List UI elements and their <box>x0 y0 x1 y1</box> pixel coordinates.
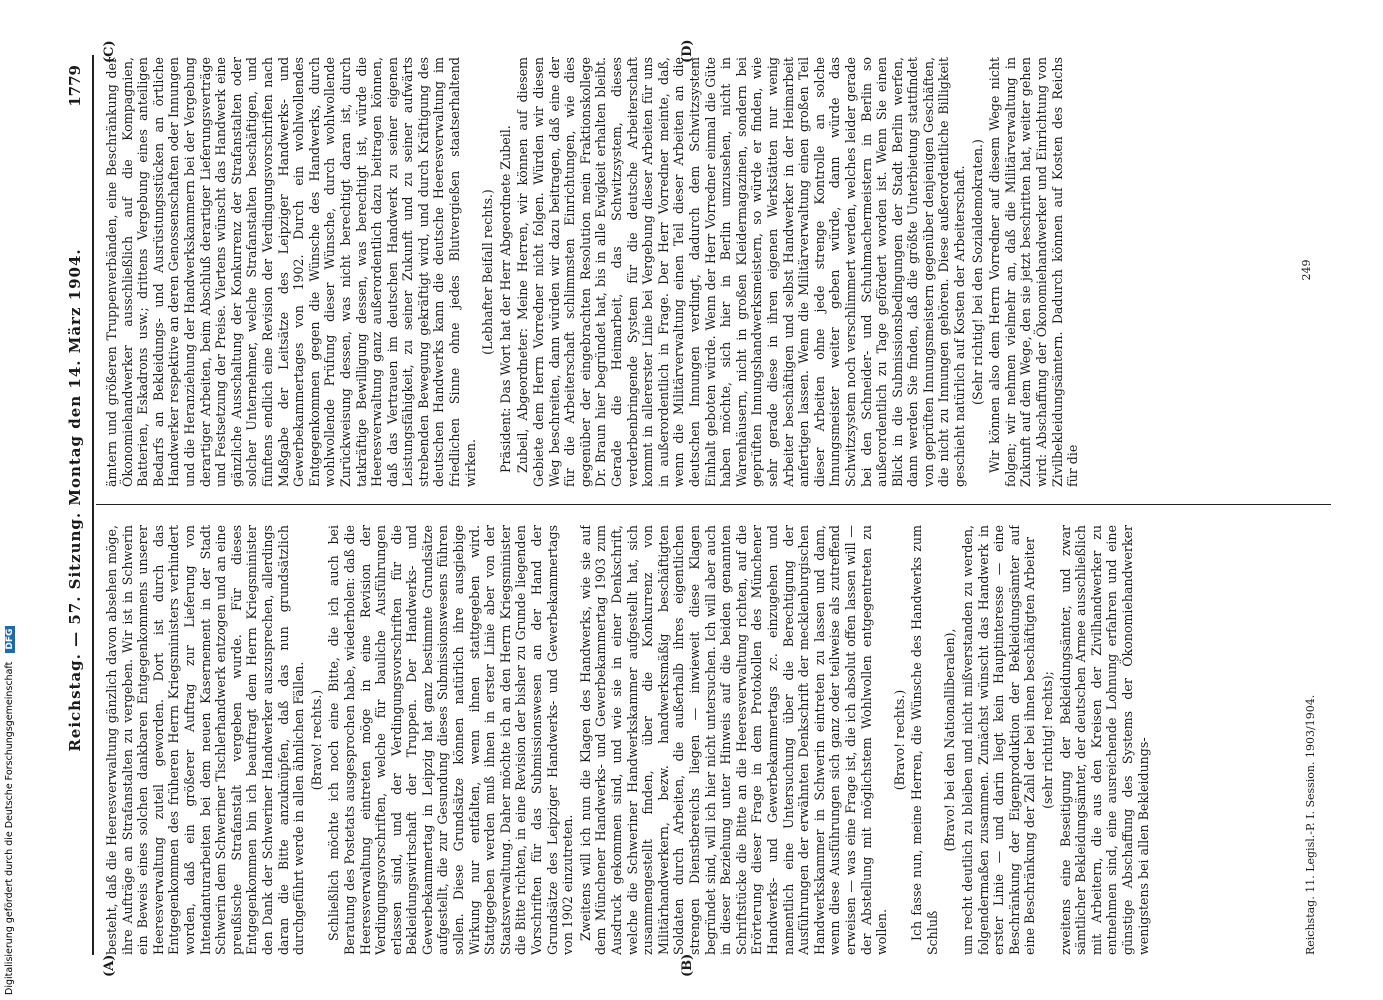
paragraph: ämtern und größeren Truppenverbänden, eine Beschränkung der Ökonomiehandwerker ausschließlich auf die Kompagnien, Batterien, Eskadrons usw.; drittens Vergebung eines anteiligen Bedarfs an Bekleidungs- und Ausrüstungsstücken an örtliche Handwerker respektive an deren Genossenschaften oder Innungen und die Heranziehung der Handwerkskammern bei der Vergebung derartiger Arbeiten, beim Abschluß derartiger Lieferungsverträge und Festsetzung der Preise. Viertens wünscht das Handwerk eine gänzliche Ausschaltung der Konkurrenz der Strafanstalten oder solcher Unternehmer, welche Strafanstalten beschäftigen, und fünftens endlich eine Revision der Verdingungsvorschriften nach Maßgabe der Leitsätze des Leipziger Handwerks- und Gewerbekammertages von 1902. Durch ein wohlwollendes Entgegenkommen gegen die Wünsche des Handwerks, durch wohlwollende Prüfung dieser Wünsche, durch wohlwollende Zurückweisung dessen, was nicht berechtigt daran ist, durch tatkräftige Bewilligung dessen, was berechtigt ist, würde die Heeresverwaltung ganz außerordentlich dazu beitragen können, daß das Vertrauen im deutschen Handwerk zu seiner eigenen Leistungsfähigkeit, zu seiner Zukunft und zu seiner aufwärts strebenden Bewegung gekräftigt wird, und durch Kräftigung des deutschen Handwerks kann die deutsche Heeresverwaltung im friedlichen Sinne ohne jedes Blutvergießen staatserhaltend wirken. <box>104 57 478 487</box>
footer-session: Reichstag. 11. Legisl.-P. I. Session. 1903/1904. <box>1304 694 1317 955</box>
credit-text: Digitalisierung gefördert durch die Deutsche Forschungsgemeinschaft <box>4 661 15 995</box>
digitization-credit <box>4 626 15 995</box>
interjection: (sehr richtig! rechts); <box>1040 671 1056 809</box>
right-column <box>104 57 1294 487</box>
paragraph: um recht deutlich zu bleiben und nicht mißverstanden zu werden, folgendermaßen zusammen. Zunächst wünscht das Handwerk in erster Linie — und darin liegt kein Hauptinteresse — eine Beschränkung der Eigenproduktion der Bekleidungsämter auf eine Beschränkung der Zahl der bei ihnen beschäftigten Arbeiter <box>960 525 1038 955</box>
column-divider <box>96 504 1331 505</box>
left-column <box>104 525 1294 955</box>
margin-mark-d: (D) <box>680 39 695 63</box>
paragraph: Zweitens will ich nun die Klagen des Handwerks, wie sie auf dem Münchener Handwerks- und Gewerbekammertag 1903 zum Ausdruck gekommen sind, und wie sie in einer Denkschrift, welche die Schweriner Handwerkskammer aufgestellt hat, sich zusammengestellt finden, über die Konkurrenz von Militärhandwerkern, bezw. handwerksmäßig beschäftigten Soldaten durch Arbeiten, die außerhalb ihres eigentlichen strengen Dienstbereichs liegen — inwieweit diese Klagen begründet sind, will ich hier nicht untersuchen. Ich will aber auch in dieser Beziehung unter Hinweis auf die beiden genannten Schriftstücke die Bitte an die Heeresverwaltung richten, auf die Erörterung dieser Frage in dem Protokollen des Münchener Handwerks- und Gewerbekammertags zc. einzugehen und namentlich eine Untersuchung über die Berechtigung der Ausführungen der erwähnten Denkschrift der mecklenburgischen Handwerkskammer in Schwerin eintreten zu lassen und dann, wenn diese Ausführungen sich ganz oder teilweise als zutreffend erweisen — was eine Frage ist, die ich absolut offen lassen will — der Abstellung mit möglichstem Wohlwollen entgegentreten zu wollen. <box>577 525 890 955</box>
header-title: Reichstag. — 57. Sitzung. Montag den 14. März 1904. <box>66 248 84 752</box>
interjection: (Sehr richtig! bei den Sozialdemokraten.) <box>969 139 985 405</box>
page-number: 1779 <box>66 65 84 107</box>
speaker-paragraph: Präsident: Das Wort hat der Herr Abgeordnete Zubeil. <box>497 125 513 473</box>
rotated-page <box>60 35 1350 975</box>
paragraph: Schließlich möchte ich noch eine Bitte, die ich auch bei Beratung des Postetats ausgesprochen habe, wiederholen: daß die Heeresverwaltung eintreten möge in eine Revision der Verdingungsvorschriften, welche für bauliche Ausführungen erlassen sind, und der Verdingungsvorschriften für die Bekleidungswirtschaft der Truppen. Der Handwerks- und Gewerbekammertag in Leipzig hat ganz bestimmte Grundsätze aufgestellt, die zur Gesundung dieses Submissionswesens führen sollen. Diese Grundsätze können natürlich ihre ausgiebige Wirkung nur entfalten, wenn ihnen stattgegeben wird. Stattgegeben werden muß ihnen in erster Linie aber von der Staatsverwaltung. Daher möchte ich an den Herrn Kriegsminister die Bitte richten, in eine Revision der bisher zu Grunde liegenden Vorschriften für das Submissionswesen an der Hand der Grundsätze des Leipziger Handwerks- und Gewerbekammertags von 1902 einzutreten. <box>326 525 576 955</box>
paragraph: Ich fasse nun, meine Herren, die Wünsche des Handwerks zum Schluß <box>909 525 940 955</box>
header-rule <box>92 55 94 955</box>
interjection: (Lebhafter Beifall rechts.) <box>480 189 496 355</box>
margin-mark-a: (A) <box>102 954 117 977</box>
signature-number: 249 <box>1300 259 1313 281</box>
interjection: (Bravo! bei den Nationalliberalen), <box>942 628 958 852</box>
paragraph: Wir können also dem Herrn Vorredner auf diesem Wege nicht folgen; wir nehmen vielmehr an, daß die Militärverwaltung in Zukunft auf dem Wege, den sie jetzt beschritten hat, weiter gehen wird: Abschaffung der Ökonomiehandwerker und Einrichtung von Zivilbekleidungsämtern. Dadurch können auf Kosten des Reichs für die <box>987 57 1081 487</box>
interjection: (Bravo! rechts.) <box>308 689 324 791</box>
paragraph: zweitens eine Beseitigung der Bekleidungsämter, und zwar sämtlicher Bekleidungsämter, der deutschen Armee ausschließlich mit Arbeitern, die aus den Kreisen der Zivilhandwerker zu entnehmen sind, eine ausreichende Lohnung erfahren und eine günstige Abschaffung des Systems der Ökonomiehandwerker wenigstens bei allen Bekleidungs- <box>1057 525 1151 955</box>
speaker-paragraph: Zubeil, Abgeordneter: Meine Herren, wir können auf diesem Gebiete dem Herrn Vorredner nicht folgen. Würden wir diesen Weg beschreiten, dann würden wir dazu beitragen, daß eine der für die Arbeiterschaft schlimmsten Einrichtungen, wie dies gegenüber der eingebrachten Resolution mein Fraktionskollege Dr. Braun hier begründet hat, bis in alle Ewigkeit erhalten bleibt. Gerade die Heimarbeit, das Schwitzsystem, dieses verderbenbringende System für die deutsche Arbeiterschaft kommt in allererster Linie bei Vergebung dieser Arbeiten für uns in außerordentlich in Frage. Der Herr Vorredner meinte, daß, wenn die Militärverwaltung einen Teil dieser Arbeiten an die deutschen Innungen verdingt, dadurch dem Schwitzsystem Einhalt geboten würde. Wenn der Herr Vorredner einmal die Güte haben möchte, sich hier in Berlin umzusehen, nicht in Warenhäusern, nicht in großen Kleidermagazinen, sondern bei geprüften Innungshandwerksmeistern, so würde er finden, wie sehr gerade diese in ihren eigenen Werkstätten nur wenig Arbeiter beschäftigen und selbst Handwerker in der Heimarbeit anfertigen lassen. Wenn die Militärverwaltung einen großen Teil dieser Arbeiten ohne jede strenge Kontrolle an solche Innungsmeister weiter geben würde, dann würde das Schwitzsystem noch verschlimmert werden, welches leider gerade bei den Schneider- und Schuhmachermeistern in Berlin so außerordentlich zu Tage gefördert worden ist. Wenn Sie einen Blick in die Submissionsbedingungen der Stadt Berlin werfen, dann werden Sie finden, daß die größte Unterbietung stattfindet von geprüften Innungsmeistern gegenüber denjenigen Geschäften, die nicht zu Innungen gehören. Diese außerordentliche Billigkeit geschieht natürlich auf Kosten der Arbeiterschaft. <box>515 57 968 487</box>
page-footer <box>1304 525 1317 955</box>
dfg-logo: DFG <box>5 626 15 653</box>
margin-mark-b: (B) <box>680 953 695 977</box>
running-header <box>64 55 90 945</box>
interjection: (Bravo! rechts.) <box>891 689 907 791</box>
paragraph: besteht, daß die Heeresverwaltung gänzlich davon absehen möge, ihre Aufträge an Strafanstalten zu vergeben. Wir ist in Schwerin ein Beweis eines solchen dankbaren Entgegenkommens unserer Heeresverwaltung zuteil geworden. Dort ist durch das Entgegenkommen des früheren Herrn Kriegsministers verhindert worden, daß ein größerer Auftrag zur Lieferung von Intendanturarbeiten bei dem neuen Kasernement in der Stadt Schwerin dem Schweriner Tischlerhandwerk entzogen und an eine preußische Strafanstalt vergeben wurde. Für dieses Entgegenkommen bin ich beauftragt dem Herrn Kriegsminister den Dank der Schweriner Handwerker auszusprechen, allerdings daran die Bitte anzuknüpfen, daß das nun grundsätzlich durchgeführt werde in allen ähnlichen Fällen. <box>104 525 307 955</box>
margin-mark-c: (C) <box>102 40 117 63</box>
